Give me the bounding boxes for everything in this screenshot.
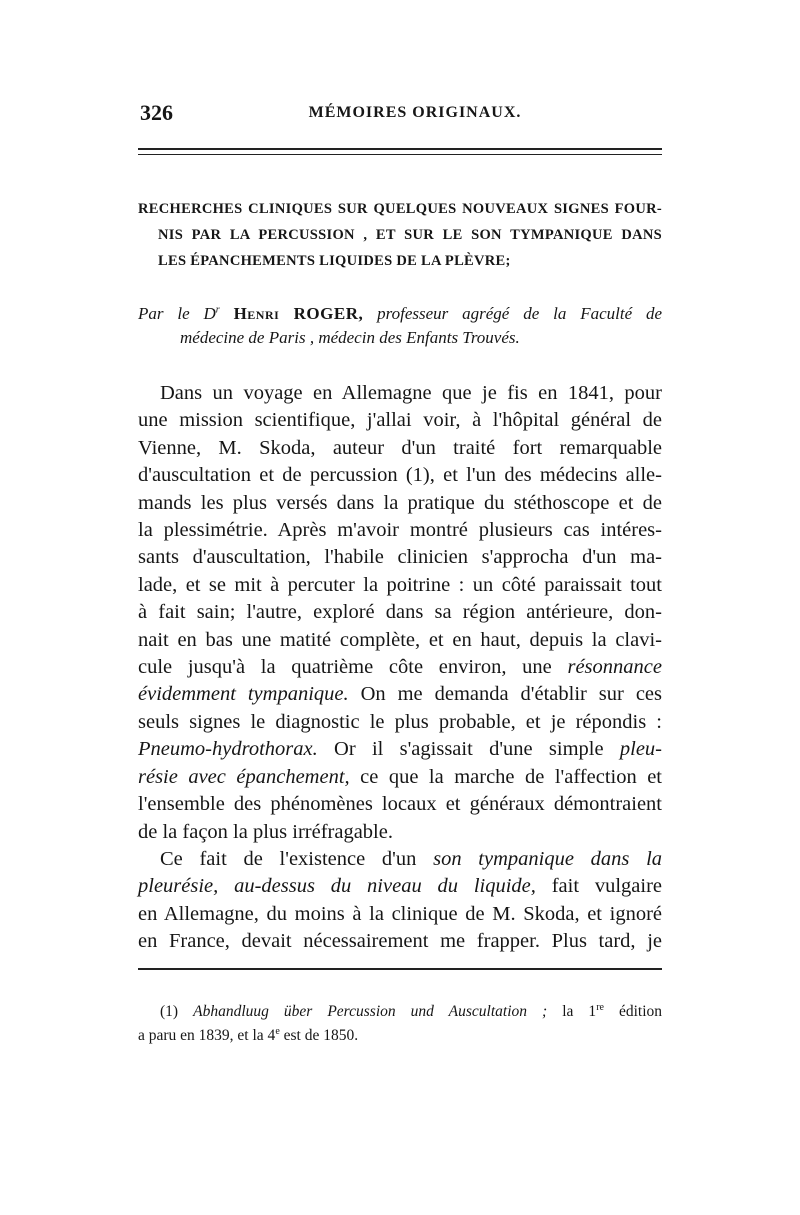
footnote-segment: la 1 — [562, 1003, 597, 1020]
body-line — [138, 681, 662, 708]
body-line — [138, 846, 662, 873]
body-segment: fait vulgaire — [551, 875, 662, 898]
body-line: l'ensemble des phénomènes locaux et généraux démontraient — [138, 793, 662, 816]
body-italic: résonnance — [567, 656, 662, 679]
footnote — [138, 1000, 662, 1048]
running-head: MÉMOIRES ORIGINAUX. — [308, 104, 522, 121]
footnote-segment: édition — [619, 1003, 663, 1020]
body-line: seuls signes le diagnostic le plus probable, et je répondis : — [138, 710, 662, 733]
byline — [138, 302, 662, 350]
body-segment: Or il s'agissait d'une simple — [334, 738, 604, 761]
footnote-sup: e — [275, 1025, 280, 1037]
body-line: nait en bas une matité complète, et en haut, depuis la clavi- — [138, 628, 662, 651]
body-line: une mission scientifique, j'allai voir, à l'hôpital général de — [138, 409, 662, 432]
footnote-italic: Abhandluug über Percussion und Auscultation ; — [193, 1003, 548, 1020]
footnote-sup: re — [596, 1001, 604, 1013]
footnote-segment: est de 1850. — [283, 1027, 359, 1044]
title-line: LES ÉPANCHEMENTS LIQUIDES DE LA PLÈVRE; — [158, 253, 511, 269]
body-line: mands les plus versés dans la pratique du stéthoscope et de — [138, 491, 662, 514]
body-line: en France, devait nécessairement me frapper. Plus tard, je — [138, 930, 662, 953]
body-line — [138, 654, 662, 681]
body-italic: Pneumo-hydrothorax. — [138, 738, 318, 761]
author-name: Henri ROGER, — [233, 304, 364, 323]
body-line: Vienne, M. Skoda, auteur d'un traité fort remarquable — [138, 436, 662, 459]
body-line: la plessimétrie. Après m'avoir montré plusieurs cas intéres- — [138, 519, 662, 542]
page-number: 326 — [140, 100, 173, 125]
body-segment: ce que la marche de l'affection et — [360, 765, 663, 788]
footnote-segment: a paru en 1839, et la 4 — [138, 1027, 276, 1044]
body-segment: On me demanda d'établir sur ces — [360, 683, 662, 706]
page-header — [140, 100, 660, 136]
byline-prefix: Par le D — [138, 304, 216, 323]
footnote-marker: (1) — [160, 1003, 179, 1020]
header-rule — [138, 148, 662, 155]
byline-rest: professeur agrégé de la Faculté de — [377, 304, 663, 323]
body-segment: cule jusqu'à la quatrième côte environ, une — [138, 656, 552, 679]
body-line: sants d'auscultation, l'habile clinicien s'approcha d'un ma- — [138, 546, 662, 569]
byline-line — [138, 302, 662, 326]
body-line — [138, 736, 662, 763]
footnote-rule — [138, 968, 662, 970]
body-italic: résie avec épanchement, — [138, 765, 350, 788]
article-title — [138, 196, 662, 274]
body-line — [138, 764, 662, 791]
body-italic: pleu- — [619, 738, 663, 761]
body-italic: pleurésie, au-dessus du niveau du liquide, — [138, 875, 536, 898]
body-text — [138, 380, 662, 956]
title-line: NIS PAR LA PERCUSSION , ET SUR LE SON TYMPANIQUE DANS — [158, 227, 662, 243]
body-line: lade, et se mit à percuter la poitrine : un côté paraissait tout — [138, 573, 662, 596]
body-italic: évidemment tympanique. — [138, 683, 349, 706]
body-line: d'auscultation et de percussion (1), et l'un des médecins alle- — [138, 464, 662, 487]
byline-prefix-sup: r — [215, 304, 220, 316]
body-line — [138, 873, 662, 900]
footnote-line — [138, 1024, 662, 1048]
body-line: Dans un voyage en Allemagne que je fis en 1841, pour — [160, 382, 662, 404]
body-segment: Ce fait de l'existence d'un — [160, 847, 417, 870]
footnote-line — [138, 1000, 662, 1024]
body-italic: son tympanique dans la — [433, 847, 663, 870]
body-line: à fait sain; l'autre, exploré dans sa région antérieure, don- — [138, 601, 662, 624]
byline-line: médecine de Paris , médecin des Enfants Trouvés. — [180, 328, 520, 347]
body-line: de la façon la plus irréfragable. — [138, 820, 393, 843]
body-line: en Allemagne, du moins à la clinique de M. Skoda, et ignoré — [138, 902, 662, 925]
title-line: RECHERCHES CLINIQUES SUR QUELQUES NOUVEAUX SIGNES FOUR- — [138, 201, 662, 217]
